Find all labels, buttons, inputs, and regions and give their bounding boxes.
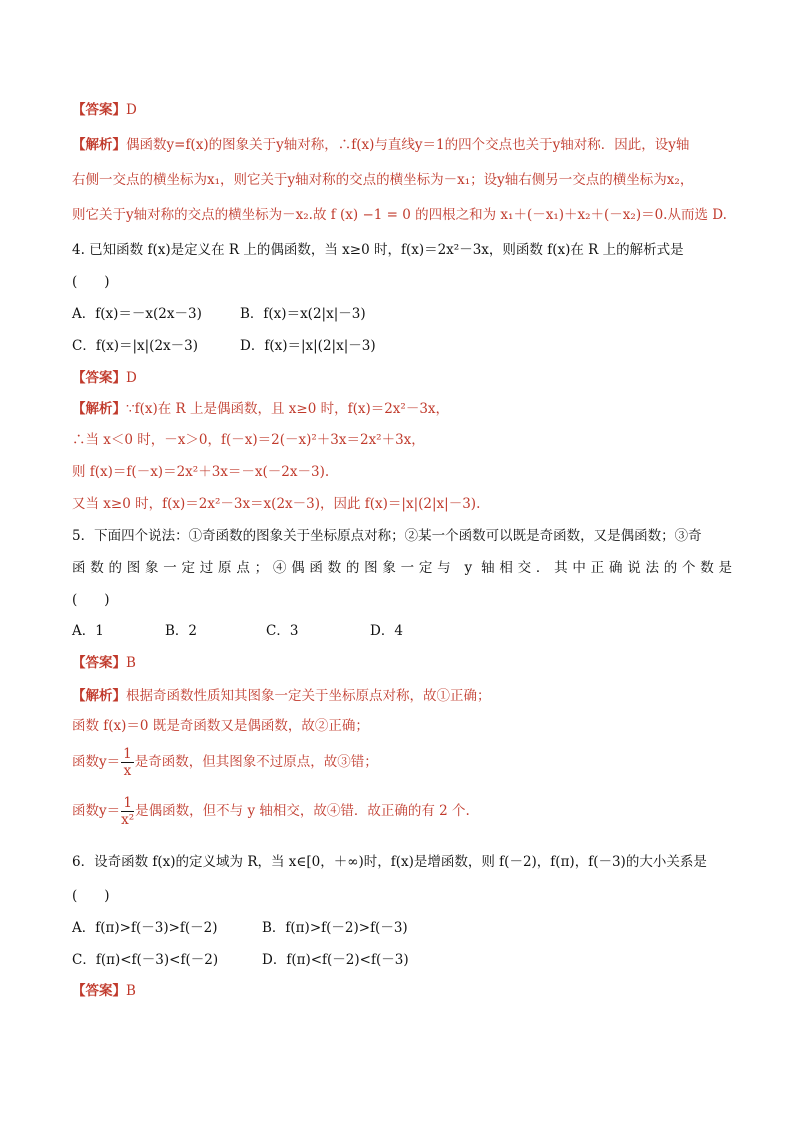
q6-option-d: D．f(π)<f(－2)<f(－3)	[262, 952, 409, 968]
q4-stem-line2: ( )	[72, 274, 110, 290]
q4-analysis-line1	[72, 399, 732, 419]
q5-option-a: A．1	[72, 623, 104, 639]
q4-option-b: B．f(x)＝x(2|x|－3)	[240, 306, 366, 322]
q5-analysis-line1	[72, 686, 732, 706]
q5-option-b: B．2	[165, 623, 198, 639]
q3-answer	[72, 100, 732, 120]
q5-analysis-line2: 函数 f(x)＝0 既是奇函数又是偶函数，故②正确；	[72, 718, 369, 734]
answer-value: B	[126, 655, 136, 671]
q4-option-c: C．f(x)＝|x|(2x－3)	[72, 338, 199, 354]
q6-stem-line2: ( )	[72, 888, 110, 904]
q6-option-b: B．f(π)>f(－2)>f(－3)	[262, 920, 408, 936]
fraction-one-over-x	[121, 746, 134, 779]
q4-option-d: D．f(x)＝|x|(2|x|－3)	[240, 338, 376, 354]
q4-analysis-line3: 则 f(x)＝f(－x)＝2x²＋3x＝－x(－2x－3).	[72, 464, 330, 480]
answer-tag: 【答案】	[72, 655, 126, 671]
q6-option-a: A．f(π)>f(－3)>f(－2)	[72, 920, 218, 936]
q3-analysis-line3: 则它关于y轴对称的交点的横坐标为－x₂.故 f (x) −1 = 0 的四根之和为 x₁＋(－x₁)＋x₂＋(－x₂)＝0.从而选 D.	[72, 207, 727, 223]
fraction-one-over-x-squared	[121, 795, 134, 828]
fraction-denominator: x²	[121, 812, 135, 828]
q5-answer	[72, 653, 732, 673]
answer-value: B	[126, 983, 136, 999]
answer-value: D	[126, 370, 137, 386]
analysis-suffix: 是奇函数，但其图象不过原点，故③错；	[134, 754, 378, 770]
answer-value: D	[126, 102, 137, 118]
answer-tag: 【答案】	[72, 102, 126, 118]
q6-stem-line1: 6．设奇函数 f(x)的定义域为 R，当 x∈[0，＋∞)时，f(x)是增函数，则 f(－2)，f(π)，f(－3)的大小关系是	[72, 854, 707, 870]
q5-option-d: D．4	[370, 623, 403, 639]
q4-option-a: A．f(x)＝－x(2x－3)	[72, 306, 202, 322]
analysis-suffix: 是偶函数，但不与 y 轴相交，故④错．故正确的有 2 个.	[135, 803, 470, 819]
q5-analysis-line3	[72, 744, 732, 780]
fraction-numerator: 1	[121, 795, 134, 812]
q4-answer	[72, 368, 732, 388]
q5-stem-line2: 函数的图象一定过原点；④偶函数的图象一定与 y 轴相交．其中正确说法的个数是	[72, 560, 732, 576]
fraction-numerator: 1	[123, 746, 132, 762]
analysis-text: 根据奇函数性质知其图象一定关于坐标原点对称，故①正确；	[126, 688, 491, 704]
q3-analysis-line2: 右侧一交点的横坐标为x₁，则它关于y轴对称的交点的横坐标为－x₁；设y轴右侧另一交点的横坐标为x₂，	[72, 172, 694, 188]
q4-analysis-line2: ∴当 x＜0 时，－x＞0，f(－x)＝2(－x)²＋3x＝2x²＋3x，	[72, 432, 425, 448]
analysis-prefix: 函数y＝	[72, 754, 121, 770]
q4-stem-line1: 4. 已知函数 f(x)是定义在 R 上的偶函数，当 x≥0 时，f(x)＝2x²－3x，则函数 f(x)在 R 上的解析式是	[72, 242, 684, 258]
q5-stem-line3: ( )	[72, 592, 110, 608]
analysis-prefix: 函数y＝	[72, 803, 121, 819]
q3-analysis-line1	[72, 135, 732, 155]
analysis-text: ∵f(x)在 R 上是偶函数，且 x≥0 时，f(x)＝2x²－3x，	[126, 401, 450, 417]
fraction-denominator: x	[123, 763, 132, 779]
analysis-text: 偶函数y=f(x)的图象关于y轴对称，∴f(x)与直线y＝1的四个交点也关于y轴对称．因此，设y轴	[126, 137, 690, 153]
q5-option-c: C．3	[266, 623, 299, 639]
q5-stem-line1: 5．下面四个说法：①奇函数的图象关于坐标原点对称；②某一个函数可以既是奇函数，又是偶函数；③奇	[72, 528, 702, 544]
analysis-tag: 【解析】	[72, 137, 126, 153]
answer-tag: 【答案】	[72, 370, 126, 386]
analysis-tag: 【解析】	[72, 401, 126, 417]
q6-option-c: C．f(π)<f(－3)<f(－2)	[72, 952, 219, 968]
answer-tag: 【答案】	[72, 983, 126, 999]
q5-analysis-line4	[72, 793, 732, 829]
q6-answer	[72, 981, 732, 1001]
analysis-tag: 【解析】	[72, 688, 126, 704]
q4-analysis-line4: 又当 x≥0 时，f(x)＝2x²－3x＝x(2x－3)，因此 f(x)＝|x|(2|x|－3).	[72, 496, 481, 512]
